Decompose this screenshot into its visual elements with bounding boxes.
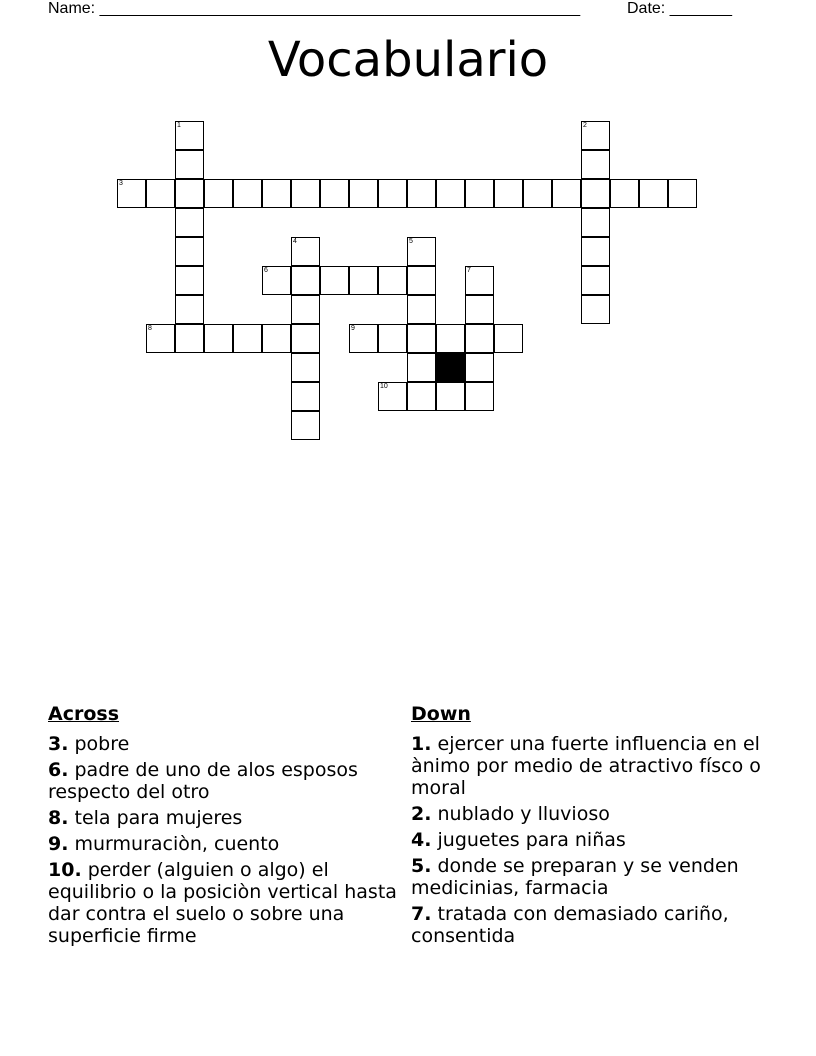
grid-cell[interactable] [581,179,610,208]
grid-cell[interactable] [378,179,407,208]
grid-cell[interactable] [407,295,436,324]
grid-cell[interactable] [407,179,436,208]
grid-cell[interactable] [291,295,320,324]
cell-number: 1 [177,122,181,129]
grid-cell[interactable] [465,382,494,411]
clue-down-4 [411,829,781,851]
grid-cell[interactable] [175,121,204,150]
down-clues [411,703,781,951]
grid-cell[interactable] [349,266,378,295]
grid-cell[interactable] [494,324,523,353]
cell-number: 8 [148,325,152,332]
grid-cell[interactable] [291,353,320,382]
grid-cell[interactable] [465,324,494,353]
cell-number: 5 [409,238,413,245]
cell-number: 10 [380,383,388,390]
grid-cell[interactable] [378,266,407,295]
clue-number: 2. [411,803,432,825]
grid-cell[interactable] [349,179,378,208]
grid-cell[interactable] [320,179,349,208]
grid-cell[interactable] [291,324,320,353]
grid-cell[interactable] [639,179,668,208]
grid-cell[interactable] [407,266,436,295]
grid-cell[interactable] [291,411,320,440]
clue-text: perder (alguien o algo) el equilibrio o la posiciòn vertical hasta dar contra el suelo o sobre una superficie firme [48,859,397,947]
grid-cell[interactable] [465,353,494,382]
grid-cell[interactable] [581,150,610,179]
grid-cell[interactable] [146,324,175,353]
clue-number: 10. [48,859,82,881]
grid-cell[interactable] [436,324,465,353]
clue-down-7 [411,903,781,947]
grid-cell[interactable] [552,179,581,208]
down-heading: Down [411,703,471,725]
clue-across-6 [48,759,398,803]
clue-across-3 [48,733,398,755]
grid-cell[interactable] [494,179,523,208]
clue-text: donde se preparan y se venden medicinias, farmacia [411,855,739,899]
cell-number: 3 [119,180,123,187]
clue-text: juguetes para niñas [437,829,626,851]
grid-cell[interactable] [407,382,436,411]
clue-text: tratada con demasiado cariño, consentida [411,903,729,947]
grid-cell[interactable] [581,237,610,266]
grid-cell[interactable] [581,208,610,237]
clue-number: 3. [48,733,69,755]
clue-text: padre de uno de alos esposos respecto del otro [48,759,358,803]
grid-cell[interactable] [436,382,465,411]
grid-cell[interactable] [175,179,204,208]
grid-cell[interactable] [233,324,262,353]
clue-text: tela para mujeres [74,807,243,829]
clue-text: murmuraciòn, cuento [74,833,280,855]
grid-cell[interactable] [175,295,204,324]
grid-cell[interactable] [581,266,610,295]
clue-down-2 [411,803,781,825]
clue-number: 1. [411,733,432,755]
black-cell [436,353,465,382]
grid-cell[interactable] [465,179,494,208]
grid-cell[interactable] [291,237,320,266]
grid-cell[interactable] [436,179,465,208]
grid-cell[interactable] [291,179,320,208]
cell-number: 6 [264,267,268,274]
date-field[interactable]: Date: _______ [627,0,732,17]
grid-cell[interactable] [262,179,291,208]
grid-cell[interactable] [291,266,320,295]
puzzle-title: Vocabulario [267,32,549,88]
clue-down-1 [411,733,781,799]
grid-cell[interactable] [262,324,291,353]
clue-number: 6. [48,759,69,781]
grid-cell[interactable] [175,208,204,237]
name-field[interactable]: Name: ______________________________________________________ [48,0,581,17]
cell-number: 7 [467,267,471,274]
grid-cell[interactable] [204,179,233,208]
grid-cell[interactable] [581,295,610,324]
grid-cell[interactable] [204,324,233,353]
grid-cell[interactable] [581,121,610,150]
grid-cell[interactable] [233,179,262,208]
grid-cell[interactable] [610,179,639,208]
grid-cell[interactable] [378,382,407,411]
clue-number: 4. [411,829,432,851]
clue-number: 8. [48,807,69,829]
clue-number: 5. [411,855,432,877]
clue-text: pobre [74,733,130,755]
cell-number: 9 [351,325,355,332]
clue-number: 7. [411,903,432,925]
grid-cell[interactable] [407,324,436,353]
grid-cell[interactable] [407,237,436,266]
grid-cell[interactable] [407,353,436,382]
clue-down-5 [411,855,781,899]
clue-across-9 [48,833,398,855]
clue-text: ejercer una fuerte influencia en el ànimo por medio de atractivo físco o moral [411,733,761,799]
clue-across-8 [48,807,398,829]
grid-cell[interactable] [349,324,378,353]
grid-cell[interactable] [320,266,349,295]
cell-number: 4 [293,238,297,245]
grid-cell[interactable] [465,295,494,324]
grid-cell[interactable] [117,179,146,208]
grid-cell[interactable] [175,266,204,295]
cell-number: 2 [583,122,587,129]
grid-cell[interactable] [175,150,204,179]
grid-cell[interactable] [146,179,175,208]
grid-cell[interactable] [262,266,291,295]
grid-cell[interactable] [465,266,494,295]
grid-cell[interactable] [668,179,697,208]
clue-across-10 [48,859,398,947]
worksheet-header [0,0,816,20]
across-heading: Across [48,703,120,725]
grid-cell[interactable] [523,179,552,208]
grid-cell[interactable] [291,382,320,411]
clue-number: 9. [48,833,69,855]
grid-cell[interactable] [378,324,407,353]
across-clues [48,703,398,951]
clue-text: nublado y lluvioso [437,803,610,825]
grid-cell[interactable] [175,237,204,266]
grid-cell[interactable] [175,324,204,353]
